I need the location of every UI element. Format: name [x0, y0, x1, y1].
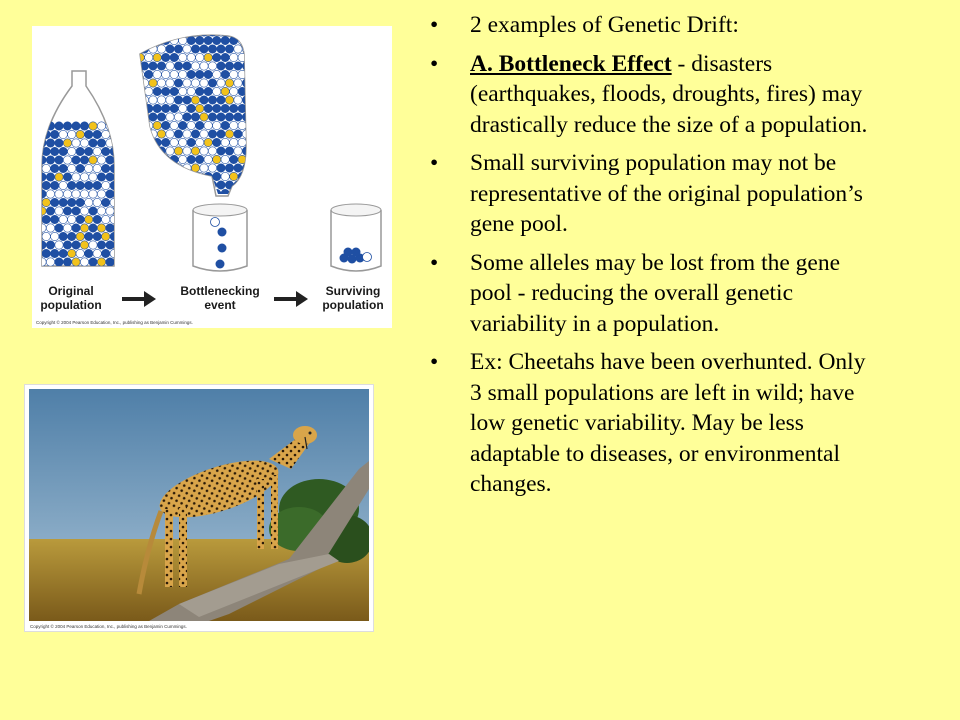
- bottleneck-effect-heading: A. Bottleneck Effect: [470, 50, 672, 77]
- figure1-copyright: Copyright © 2004 Pearson Education, Inc., publishing as Benjamin Cummings.: [36, 320, 193, 325]
- bullet-cheetah-example: • Ex: Cheetahs have been overhunted. Only 3 small populations are left in wild; have low genetic variability. May be less adaptable to diseases, or environmental changes.: [430, 347, 880, 500]
- arrow-right-icon: [122, 291, 156, 307]
- cheetah-photo: [24, 384, 374, 632]
- label-surviving-population: Surviving population: [322, 284, 384, 312]
- arrow-right-icon: [274, 291, 308, 307]
- right-glass: [331, 210, 381, 271]
- bullet-genetic-drift-examples: • 2 examples of Genetic Drift:: [430, 10, 880, 41]
- label-original-population: Original population: [40, 284, 102, 312]
- bullet-surviving-population: • Small surviving population may not be representative of the original population’s gene pool.: [430, 148, 880, 240]
- bottleneck-diagram: [32, 26, 392, 328]
- label-bottlenecking-event: Bottlenecking event: [180, 284, 260, 312]
- cheetah-image: [29, 389, 369, 621]
- bottleneck-figure: [32, 26, 392, 328]
- figure2-copyright: Copyright © 2004 Pearson Education, Inc., publishing as Benjamin Cummings.: [30, 624, 187, 629]
- bullet-bottleneck-effect: • A. Bottleneck Effect - disasters (earthquakes, floods, droughts, fires) may drastically reduce the size of a population.: [430, 49, 880, 141]
- bullet-alleles-lost: • Some alleles may be lost from the gene pool - reducing the overall genetic variability in a population.: [430, 248, 880, 340]
- bullet-list: [430, 10, 880, 508]
